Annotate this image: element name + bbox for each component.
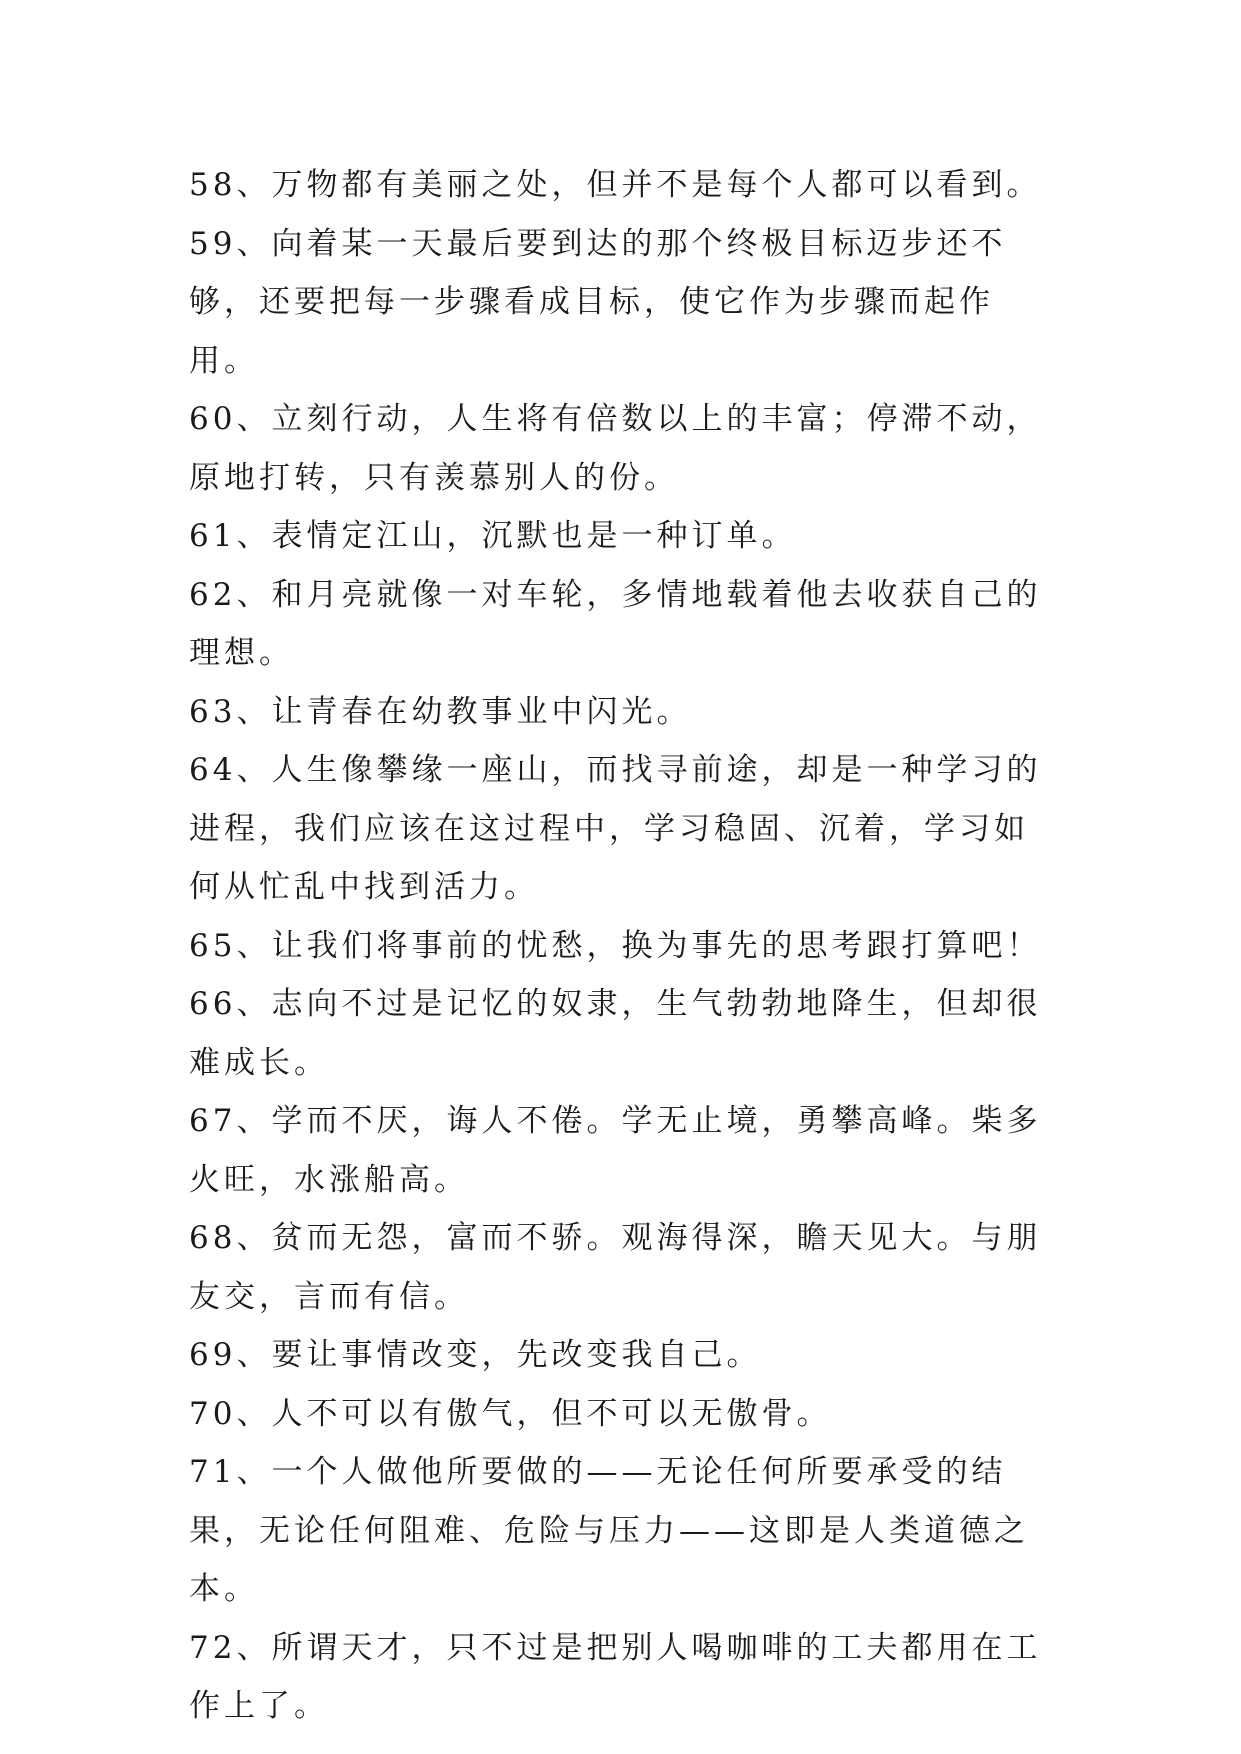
quote-71: 71、一个人做他所要做的——无论任何所要承受的结果，无论任何阻难、危险与压力——这即是人类道德之本。 xyxy=(189,1454,1029,1607)
quote-70: 70、人不可以有傲气，但不可以无傲骨。 xyxy=(189,1395,832,1432)
document-page xyxy=(189,156,1055,1736)
quote-66: 66、志向不过是记忆的奴隶，生气勃勃地降生，但却很难成长。 xyxy=(189,986,1042,1081)
quote-67: 67、学而不厌，诲人不倦。学无止境，勇攀高峰。柴多火旺，水涨船高。 xyxy=(189,1103,1042,1198)
quote-72: 72、所谓天才，只不过是把别人喝咖啡的工夫都用在工作上了。 xyxy=(189,1629,1042,1724)
quote-62: 62、和月亮就像一对车轮，多情地载着他去收获自己的理想。 xyxy=(189,576,1042,671)
quote-61: 61、表情定江山，沉默也是一种订单。 xyxy=(189,518,797,554)
quote-63: 63、让青春在幼教事业中闪光。 xyxy=(189,693,692,730)
quote-68: 68、贫而无怨，富而不骄。观海得深，瞻天见大。与朋友交，言而有信。 xyxy=(189,1220,1042,1315)
quote-59: 59、向着某一天最后要到达的那个终极目标迈步还不够，还要把每一步骤看成目标，使它作为步骤而起作用。 xyxy=(189,225,1007,379)
quote-60: 60、立刻行动，人生将有倍数以上的丰富；停滞不动，原地打转，只有羡慕别人的份。 xyxy=(189,401,1042,496)
quote-64: 64、人生像攀缘一座山，而找寻前途，却是一种学习的进程，我们应该在这过程中，学习稳固、沉着，学习如何从忙乱中找到活力。 xyxy=(189,752,1042,905)
quote-69: 69、要让事情改变，先改变我自己。 xyxy=(189,1337,762,1373)
quote-58: 58、万物都有美丽之处，但并不是每个人都可以看到。 xyxy=(189,167,1042,203)
quote-65: 65、让我们将事前的忧愁，换为事先的思考跟打算吧！ xyxy=(189,927,1042,964)
